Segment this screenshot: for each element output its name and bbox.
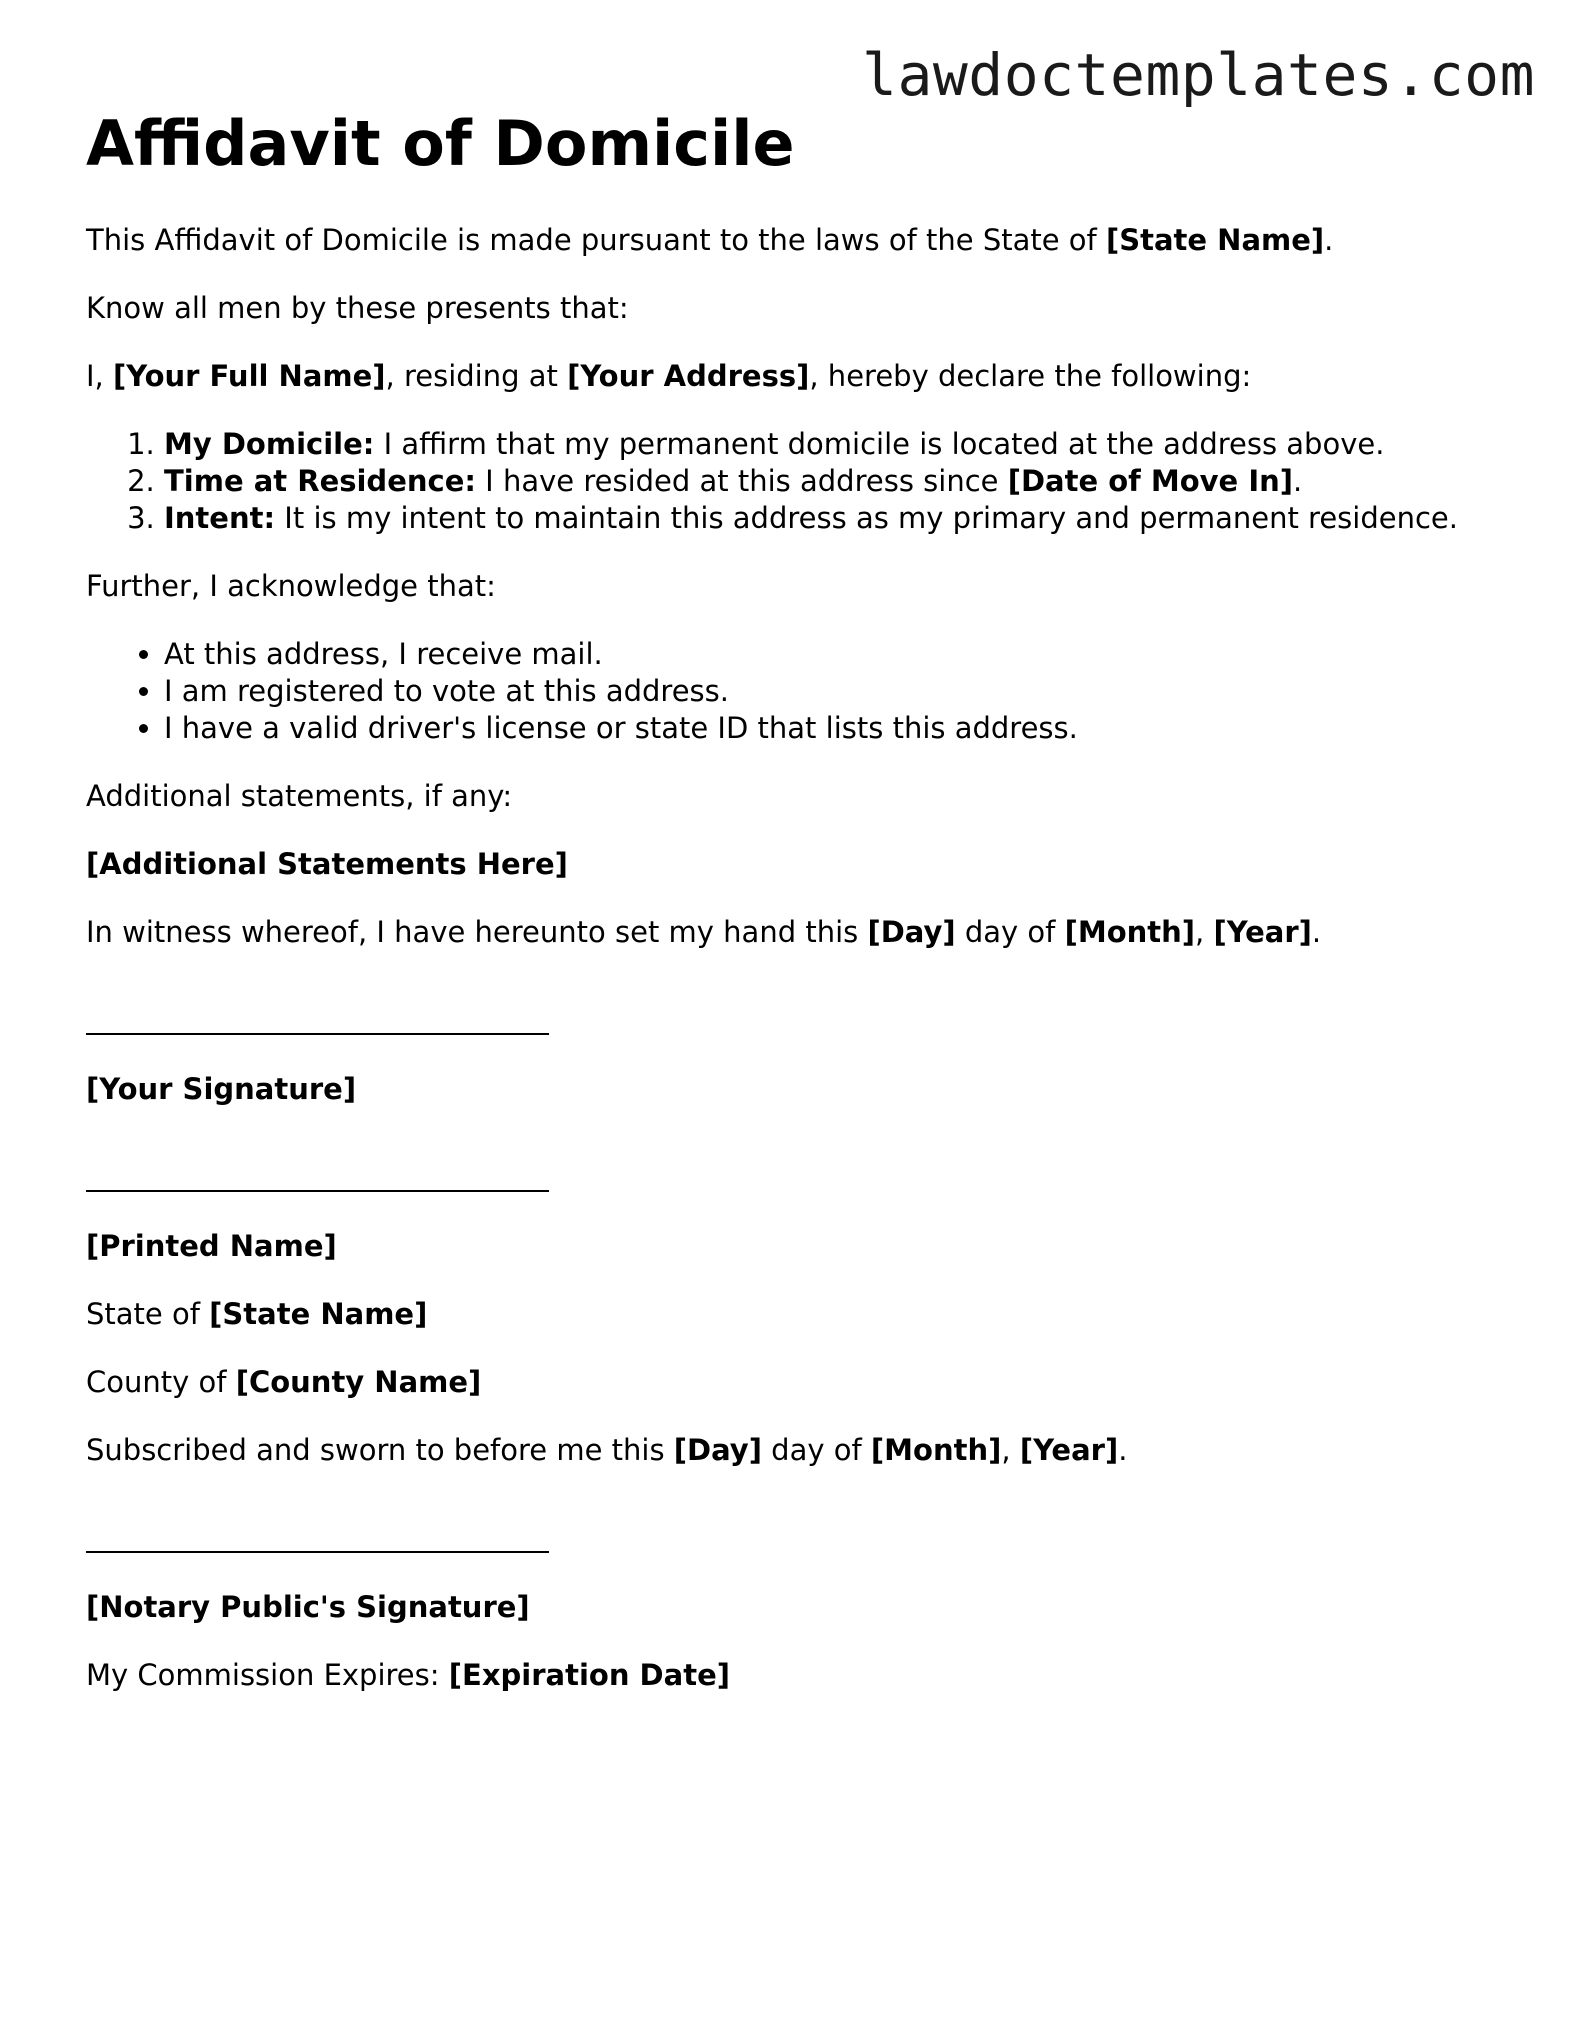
printed-name-line (86, 1160, 1506, 1197)
list-item: 3. Intent: It is my intent to maintain this address as my primary and permanent residence. (164, 500, 1506, 537)
list-item: • I am registered to vote at this address. (164, 673, 1506, 710)
list-item: • I have a valid driver's license or state ID that lists this address. (164, 710, 1506, 747)
list-item: • At this address, I receive mail. (164, 636, 1506, 673)
document-title: Affidavit of Domicile (86, 107, 795, 180)
state-line: State of [State Name] (86, 1297, 428, 1331)
move-in-date-placeholder: [Date of Move In] (1007, 464, 1294, 498)
list-item: 1. My Domicile: I affirm that my permanent domicile is located at the address above. (164, 426, 1506, 463)
your-signature-label: [Your Signature] (86, 1072, 357, 1106)
bullet-list (86, 636, 1506, 747)
list-item: 2. Time at Residence: I have resided at this address since [Date of Move In]. (164, 463, 1506, 500)
notary-signature-label: [Notary Public's Signature] (86, 1590, 530, 1624)
sworn-paragraph: Subscribed and sworn to before me this [Day] day of [Month], [Year]. (86, 1433, 1128, 1467)
additional-placeholder: [Additional Statements Here] (86, 847, 568, 881)
signature-line (86, 1003, 1506, 1040)
numbered-list (86, 426, 1506, 537)
notary-signature-line (86, 1521, 1506, 1558)
full-name-placeholder: [Your Full Name] (113, 359, 386, 393)
site-watermark: lawdoctemplates.com (862, 41, 1535, 109)
document-body (86, 222, 1506, 1725)
county-line: County of [County Name] (86, 1365, 482, 1399)
know-all-paragraph: Know all men by these presents that: (86, 291, 629, 325)
acknowledge-heading: Further, I acknowledge that: (86, 569, 496, 603)
state-placeholder: [State Name] (1105, 223, 1325, 257)
witness-paragraph: In witness whereof, I have hereunto set my hand this [Day] day of [Month], [Year]. (86, 915, 1322, 949)
declaration-paragraph: I, [Your Full Name], residing at [Your Address], hereby declare the following: (86, 359, 1252, 393)
commission-line: My Commission Expires: [Expiration Date] (86, 1658, 730, 1692)
additional-heading: Additional statements, if any: (86, 779, 513, 813)
intro-paragraph: This Affidavit of Domicile is made pursuant to the laws of the State of [State Name]. (86, 223, 1334, 257)
printed-name-label: [Printed Name] (86, 1229, 337, 1263)
address-placeholder: [Your Address] (567, 359, 810, 393)
